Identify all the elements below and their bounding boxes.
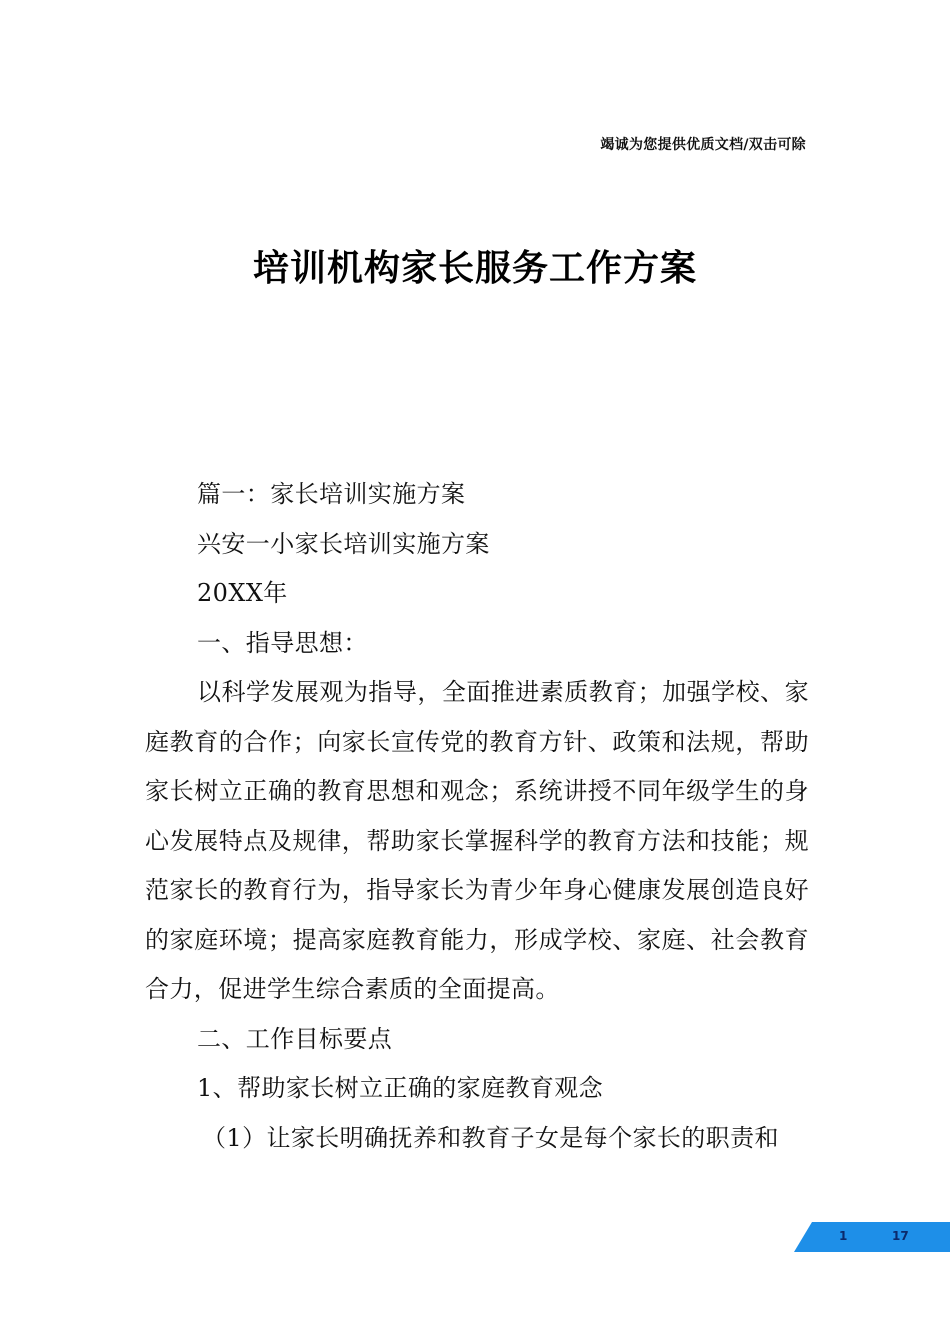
document-body bbox=[145, 470, 809, 1163]
heading-guiding-thought: 一、指导思想： bbox=[197, 628, 368, 657]
year-line: 20XX年 bbox=[197, 579, 288, 607]
page-indicator bbox=[794, 1222, 950, 1252]
subtitle-line: 兴安一小家长培训实施方案 bbox=[197, 529, 490, 558]
heading-work-goals: 二、工作目标要点 bbox=[197, 1024, 393, 1053]
section-heading: 篇一：家长培训实施方案 bbox=[197, 480, 466, 508]
document-title: 培训机构家长服务工作方案 bbox=[252, 248, 697, 289]
paragraph-guiding-thought: 以科学发展观为指导，全面推进素质教育；加强学校、家庭教育的合作；向家长宣传党的教育方针、政策和法规，帮助家长树立正确的教育思想和观念；系统讲授不同年级学生的身心发展特点及规律，帮助家长掌握科学的教育方法和技能；规范家长的教育行为，指导家长为青少年身心健康发展创造良好的家庭环境；提高家庭教育能力，形成学校、家庭、社会教育合力，促进学生综合素质的全面提高。 bbox=[145, 678, 809, 1003]
page-total-number: 17 bbox=[892, 1229, 909, 1243]
page-current-number: 1 bbox=[839, 1229, 848, 1243]
page-badge-shape bbox=[794, 1222, 950, 1252]
header-note: 竭诚为您提供优质文档/双击可除 bbox=[600, 137, 806, 153]
list-subitem-1: （1）让家长明确抚养和教育子女是每个家长的职责和 bbox=[202, 1123, 779, 1152]
list-item-1: 1、帮助家长树立正确的家庭教育观念 bbox=[197, 1074, 604, 1102]
